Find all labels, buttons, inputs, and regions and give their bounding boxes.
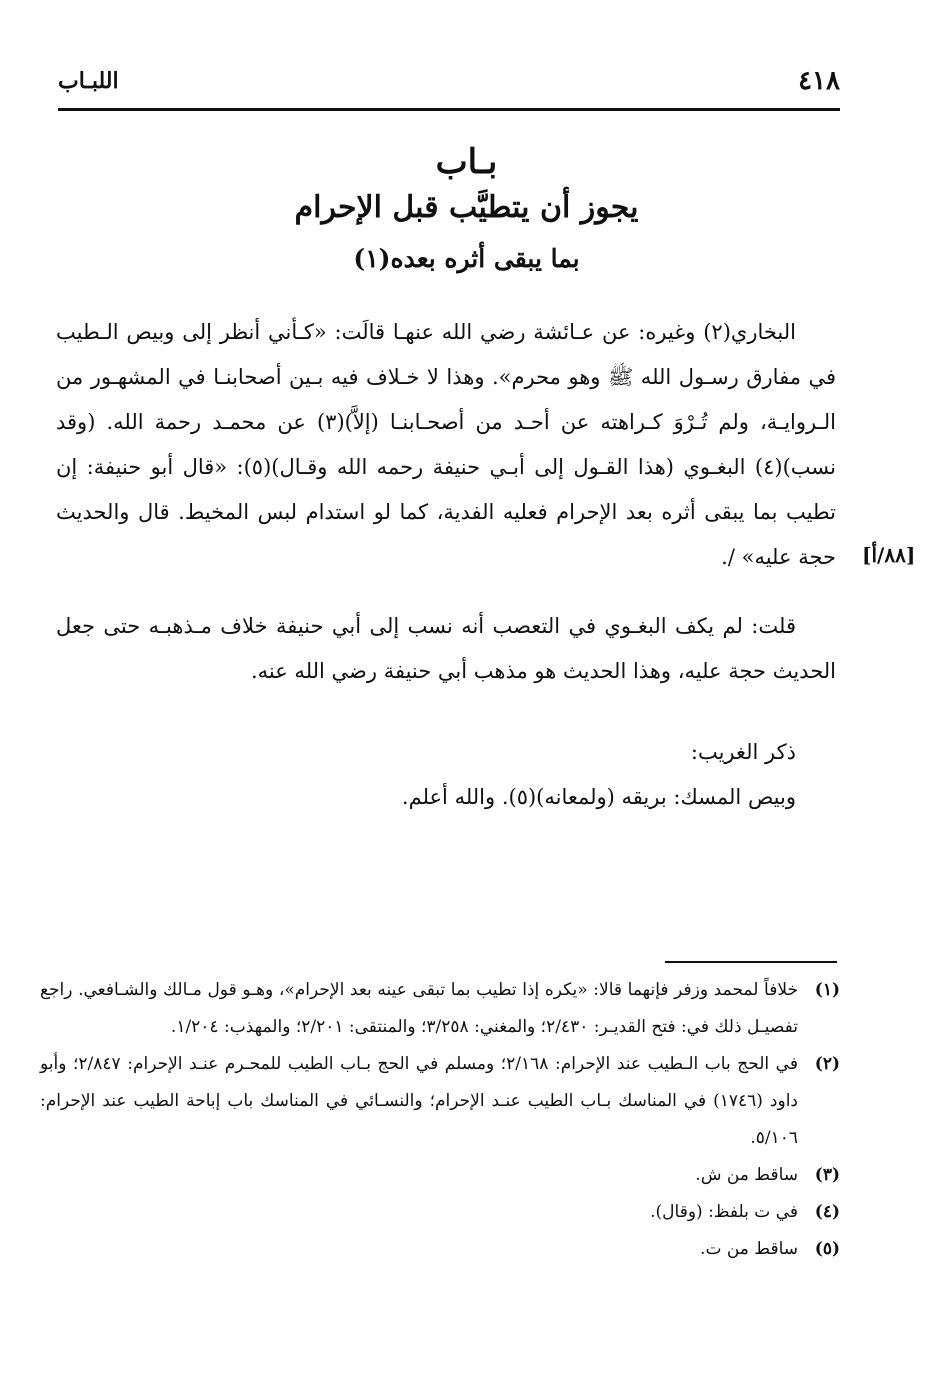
- chapter-subtitle: بما يبقى أثره بعده(١): [353, 244, 580, 273]
- body-paragraph-1: [56, 310, 836, 580]
- footnote: [40, 1046, 840, 1157]
- footnote-number: (٢): [814, 1054, 840, 1074]
- page-number: ٤١٨: [798, 66, 840, 96]
- paragraph-1-text: البخاري(٢) وغيره: عن عـائشة رضي الله عنهـا قالَت: «كـأني أنظر إلى وبيص الـطيب في مفارق رسـول الله ﷺ وهو محرم». وهذا لا خـلاف فيه بـين أصحابنـا في المشهـور من الـروايـة، ولم تُـرْوَ كـراهته عن أحـد من أصحـابنـا (إلاَّ)(٣) عن محمـد رحمة الله. (وقد نسب)(٤) البغـوي (هذا القـول إلى أبـي حنيفة رحمه الله وقـال)(٥): «قال أبو حنيفة: إن تطيب بما يبقى أثره بعد الإحرام فعليه الفدية، كما لو استدام لبس المخيط. قال والحديث حجة عليه» /.: [56, 320, 836, 569]
- footnote-text: ساقط من ش.: [695, 1165, 798, 1185]
- chapter-title: يجوز أن يتطيَّب قبل الإحرام: [294, 190, 639, 225]
- footnote: [40, 1194, 840, 1231]
- footnote-number: (٣): [814, 1165, 840, 1185]
- footnotes: [40, 972, 840, 1268]
- footnote-text: خلافاً لمحمد وزفر فإنهما قالا: «يكره إذا تطيب بما تبقى عينه بعد الإحرام»، وهـو قول مـالك والشـافعي. راجع تفصيـل ذلك في: فتح القديـر: ٢/٤٣٠؛ والمغني: ٣/٢٥٨؛ والمنتقى: ٢/٢٠١؛ والمهذب: ١/٢٠٤.: [40, 980, 798, 1037]
- page-header: [58, 66, 840, 100]
- footnote: [40, 1231, 840, 1268]
- chapter-label: بـاب: [435, 142, 498, 182]
- footnote-number: (١): [814, 980, 840, 1000]
- footnote-text: ساقط من ت.: [700, 1239, 798, 1259]
- gharib-text: وبيص المسك: بريقه (ولمعانه)(٥). والله أعلم.: [401, 785, 796, 809]
- body-paragraph-2: [56, 604, 836, 694]
- footnote-number: (٤): [814, 1202, 840, 1222]
- footnote-number: (٥): [814, 1239, 840, 1259]
- footnote: [40, 1157, 840, 1194]
- header-rule: [58, 108, 840, 111]
- margin-folio-note: [٨٨/أ]: [862, 543, 916, 567]
- footnote-text: في الحج باب الـطيب عند الإحرام: ٢/١٦٨؛ ومسلم في الحج بـاب الطيب للمحـرم عنـد الإحرام: ٢/٨٤٧؛ وأبو داود (١٧٤٦) في المناسك بـاب الطيب عنـد الإحرام؛ والنسـائي في المناسك باب إباحة الطيب عند الإحرام: ٥/١٠٦.: [40, 1054, 798, 1148]
- paragraph-2-text: قلت: لم يكف البغـوي في التعصب أنه نسب إلى أبي حنيفة خلاف مـذهبـه حتى جعل الحديث حجة عليه، وهذا الحديث هو مذهب أبي حنيفة رضي الله عنه.: [56, 614, 836, 683]
- gharib-heading: ذكر الغريب:: [690, 740, 796, 764]
- gharib-section: [56, 730, 836, 820]
- footnote: [40, 972, 840, 1046]
- footnote-rule: [665, 961, 837, 963]
- footnote-text: في ت بلفظ: (وقال).: [650, 1202, 798, 1222]
- running-title: اللبـاب: [58, 68, 119, 94]
